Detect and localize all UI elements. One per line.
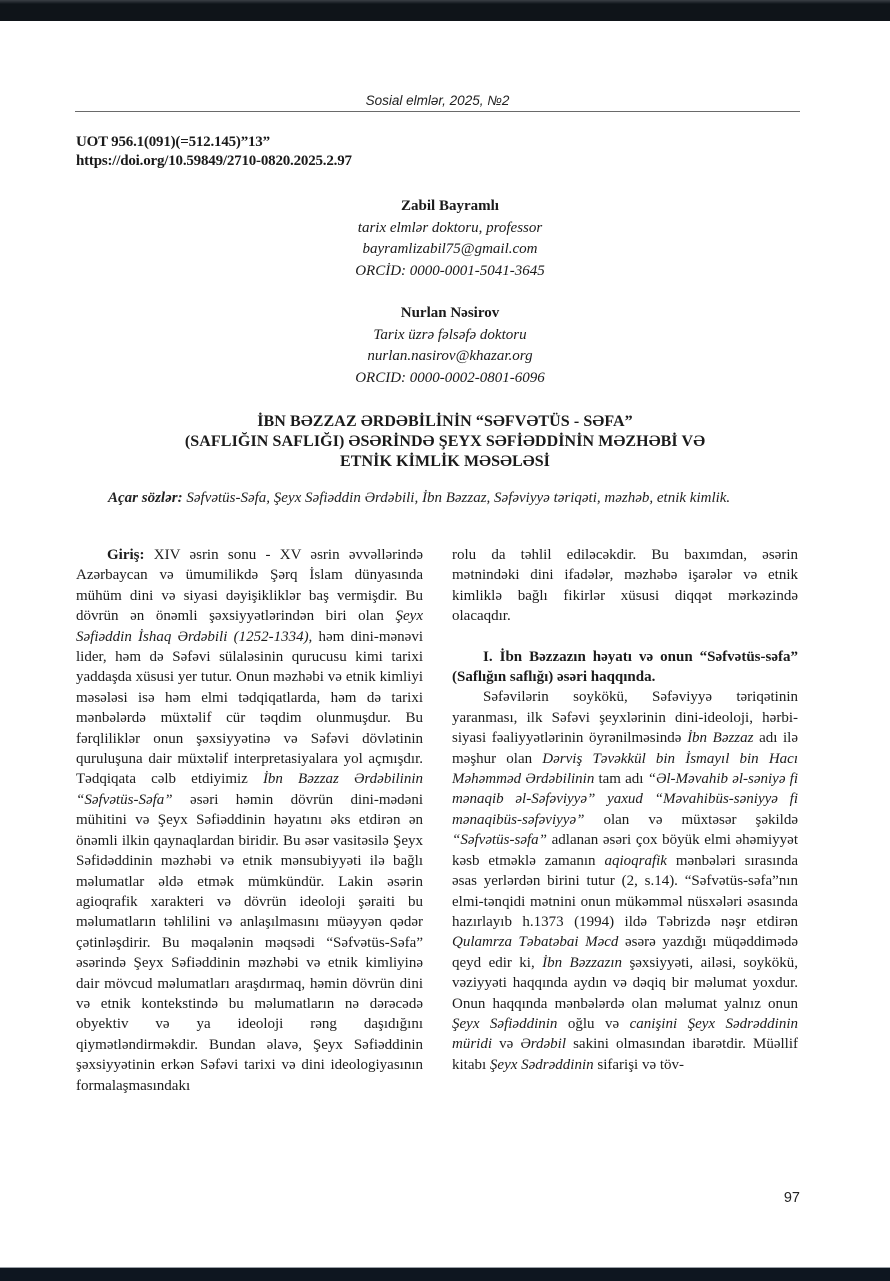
udc-code: UOT 956.1(091)(=512.145)”13” — [76, 134, 270, 150]
text-run: sakini olmasından ibarətdir. Müəllif kitabı — [452, 1036, 798, 1073]
author-orcid: ORCID: 0000-0002-0801-6096 — [355, 369, 545, 386]
page-number: 97 — [783, 1190, 800, 1206]
text-run-italic: Dərviş Təvəkkül bin İsmayıl bin Hacı Məhəmməd Ərdəbilinin — [452, 750, 798, 788]
intro-continuation: rolu da təhlil ediləcəkdir. Bu baxımdan, əsərin mətnindəki dini ifadələr, məzhəbə işarələr və etnik kimliklə bağlı fikirlər xüsusi diqqət mərkəzində olacaqdır. — [452, 547, 798, 625]
intro-label: Giriş: — [107, 547, 145, 563]
text-run-italic: Şeyx Səfiəddinin — [452, 1015, 558, 1032]
text-run: adı ilə məşhur olan — [452, 730, 798, 767]
author-block-2 — [250, 303, 650, 389]
text-run: tam adı — [594, 771, 648, 788]
text-run: XIV əsrin sonu - XV əsrin əvvəllərində Azərbaycan və ümumilikdə Şərq İslam dünyasında mühüm dini və siyasi dəyişikliklər baş vermişdir. Bu dövrün ən önəmli şəxsiyyətlərindən biri olan — [76, 547, 423, 625]
text-run-italic: Şeyx Sədrəddinin — [489, 1056, 594, 1073]
keywords-label: Açar sözlər: — [108, 490, 183, 506]
body-paragraph — [452, 687, 798, 1075]
text-run: əsəri həmin dövrün dini-mədəni mühitini və Şeyx Səfiəddinin həyatını əks etdirən ən önəmli ilkin qaynaqlardan biridir. Bu əsər vasitəsilə Şeyx Səfidəddinin məzhəbi və etnik mənsubiyyəti ilə bağlı məlumatlar əldə etmək mümkündür. Lakin əsərin agioqrafik xarakteri və dövrün ideoloji şəraiti bu məlumatların təhlilini və anlaşılmasını müəyyən qədər çətinləşdirir. Bu məqalənin məqsədi “Səfvətüs-Səfa” əsərində Şeyx Səfiəddinin məzhəbi və etnik kimliyinə dair mövcud məlumatları araşdırmaq, həmin dövrün dini və etnik kontekstində bu məlumatların nə dərəcədə obyektiv və ya ideoloji rəng daşıdığını qiymətləndirməkdir. Bundan əlavə, Şeyx Səfiəddinin şəxsiyyətinin erkən Səfəvi tarixi və dini ideologiyasının formalaşmasındakı — [76, 791, 423, 1094]
text-run: əsərə yazdığı müqəddimədə qeyd edir ki, — [452, 934, 799, 971]
title-line-1: İBN BƏZZAZ ƏRDƏBİLİNİN “SƏFVƏTÜS - SƏFA” — [257, 413, 633, 430]
text-run-italic: “Səfvətüs-səfa” — [452, 832, 547, 849]
text-run-italic: Ərdəbil — [520, 1036, 567, 1053]
title-line-2: (SAFLIĞIN SAFLIĞI) ƏSƏRİNDƏ ŞEYX SƏFİƏDDİNİN MƏZHƏBİ VƏ — [184, 433, 706, 450]
text-run: olan və müxtəsər şəkildə — [584, 811, 798, 828]
text-run-italic: İbn Bəzzaz — [687, 730, 754, 747]
article-title — [95, 412, 795, 472]
right-column — [452, 545, 798, 1075]
intro-paragraph — [76, 545, 423, 1096]
author-email[interactable]: bayramlizabil75@gmail.com — [362, 241, 538, 257]
text-run-italic: canişini Şeyx Sədrəddinin müridi — [452, 1015, 798, 1053]
author-degree: tarix elmlər doktoru, professor — [357, 219, 543, 236]
keywords — [76, 488, 798, 508]
running-head: Sosial elmlər, 2025, №2 — [365, 93, 510, 108]
text-run: sifarişi və töv- — [593, 1056, 685, 1073]
text-run-italic: Şeyx Səfiəddin İshaq Ərdəbili (1252-1334), — [76, 608, 423, 645]
text-run: həm dini-mənəvi lider, həm də Səfəvi sülaləsinin qurucusu kimi tarixi yaddaşda xüsusi yer tutur. Onun məzhəbi və etnik kimliyi məsələsi isə həm elmi tədqiqatlarda, həm də tarixi mənbələrdə müxtəlif cür təqdim olunmuşdur. Bu fərqliliklər onun şəxsiyyətinə və Səfəvi dövlətinin quruluşuna dair müxtəlif interpretasiyalara yol açmışdır. Tədqiqata cəlb etdiyimiz — [76, 628, 423, 788]
text-run: mənbələri sırasında əsas yerlərdən birini tutur (2, s.14). “Səfvətüs-səfa”nın elmi-tənqidi mətnini onun mükəmməl nüsxələri əsasında hazırlayıb h.1373 (1994) ildə Təbrizdə nəşr etdirən — [452, 852, 798, 930]
text-run-italic: İbn Bəzzaz Ərdəbilinin “Səfvətüs-Səfa” — [76, 771, 424, 808]
article-meta — [76, 133, 352, 171]
section-heading: I. İbn Bəzzazın həyatı və onun “Səfvətüs-səfa” (Saflığın saflığı) əsəri haqqında. — [452, 648, 798, 686]
left-column — [76, 545, 423, 1096]
author-orcid: ORCİD: 0000-0001-5041-3645 — [355, 262, 545, 279]
text-run: adlanan əsəri çox böyük elmi əhəmiyyət kəsb etməklə zamanın — [452, 832, 798, 869]
viewer-bottom-bar — [0, 1267, 890, 1281]
text-run-italic: “Əl-Məvahib əl-səniyə fi mənaqib əl-Səfəviyyə” yaxud “Məvahibüs-səniyyə fi mənaqibüs-səfəviyyə” — [452, 771, 798, 828]
author-email[interactable]: nurlan.nasirov@khazar.org — [367, 348, 533, 364]
title-line-3: ETNİK KİMLİK MƏSƏLƏSİ — [339, 453, 551, 470]
text-run: və — [492, 1036, 521, 1053]
text-run: Səfəvilərin soykökü, Səfəviyyə təriqətinin yaranması, ilk Səfəvi şeyxlərinin dini-ideoloji, hərbi-siyasi fəaliyyətlərinin öyrənilməsində — [452, 689, 798, 747]
author-degree: Tarix üzrə fəlsəfə doktoru — [373, 326, 527, 343]
header-rule — [75, 111, 800, 112]
text-run: şəxsiyyəti, ailəsi, soykökü, vəziyyəti haqqında aydın və dəqiq bir məlumat yoxdur. Onun haqqında mənbələrdə olan məlumat yalnız onun — [452, 954, 798, 1012]
viewer-top-bar — [0, 0, 890, 21]
author-name: Nurlan Nəsirov — [400, 305, 500, 321]
author-name: Zabil Bayramlı — [401, 198, 499, 214]
text-run-italic: Qulamrza Təbatəbai Məcd — [452, 934, 619, 951]
author-block-1 — [250, 196, 650, 282]
text-run-italic: aqioqrafik — [604, 852, 667, 869]
text-run-italic: İbn Bəzzazın — [542, 954, 623, 971]
text-run: oğlu və — [557, 1015, 630, 1032]
doi-link[interactable]: https://doi.org/10.59849/2710-0820.2025.2.97 — [76, 153, 352, 169]
keywords-text: Səfvətüs-Səfa, Şeyx Səfiəddin Ərdəbili, İbn Bəzzaz, Səfəviyyə təriqəti, məzhəb, etnik kimlik. — [182, 490, 731, 506]
